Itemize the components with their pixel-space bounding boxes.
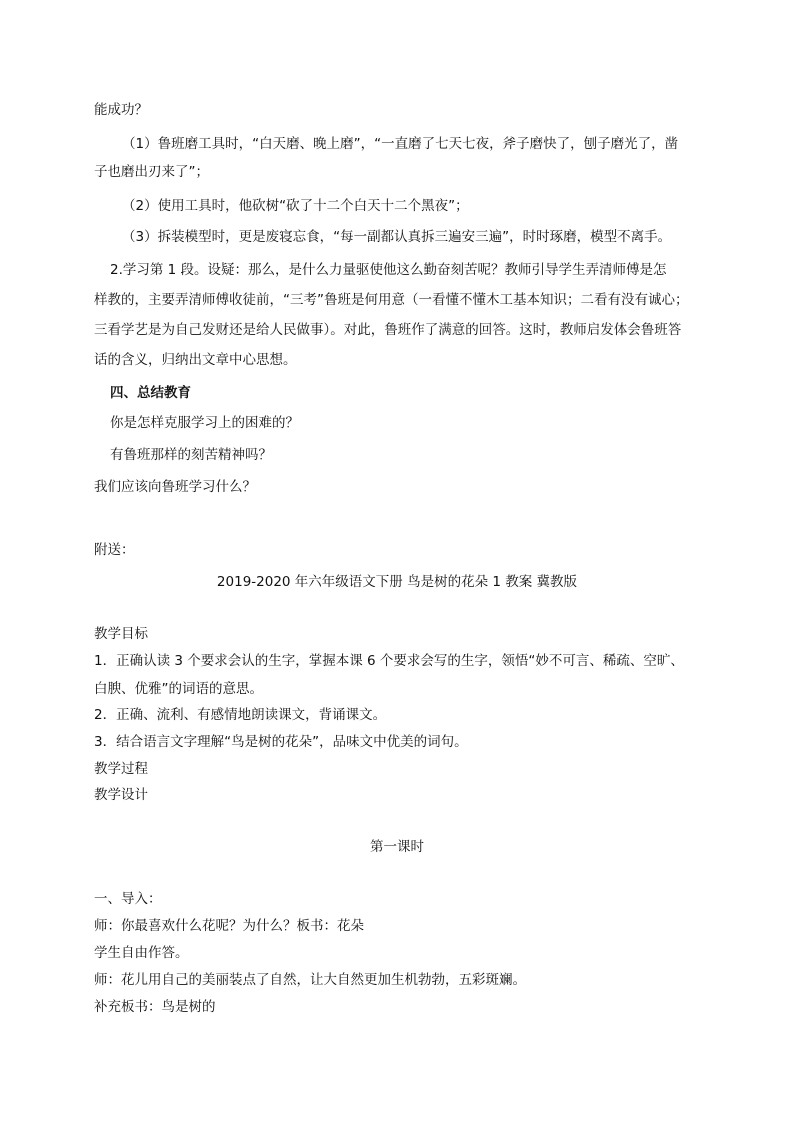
design-heading: 教学设计 xyxy=(94,787,148,803)
paragraph-line: （1）鲁班磨工具时，“白天磨、晚上磨”，“一直磨了七天七夜，斧子磨快了，刨子磨光了，凿 xyxy=(122,136,679,152)
paragraph-line: 话的含义，归纳出文章中心思想。 xyxy=(94,352,297,368)
goal-line: 1．正确认读 3 个要求会认的生字，掌握本课 6 个要求会写的生字，领悟“妙不可言、稀疏、空旷、 xyxy=(94,653,684,669)
intro-heading: 一、导入： xyxy=(94,891,162,907)
teaching-line: 师：花儿用自己的美丽装点了自然，让大自然更加生机勃勃，五彩斑斓。 xyxy=(94,972,526,988)
paragraph-line: 能成功？ xyxy=(94,102,148,118)
teaching-line: 学生自由作答。 xyxy=(94,945,189,961)
paragraph-line: 样教的，主要弄清师傅收徒前，“三考”鲁班是何用意（一看懂不懂木工基本知识；二看有没有诚心； xyxy=(94,292,689,308)
paragraph-line: 三看学艺是为自己发财还是给人民做事）。对此，鲁班作了满意的回答。这时，教师启发体会鲁班答 xyxy=(94,322,682,338)
question-line: 我们应该向鲁班学习什么？ xyxy=(94,479,256,495)
goal-line: 2．正确、流利、有感情地朗读课文，背诵课文。 xyxy=(94,707,387,723)
process-heading: 教学过程 xyxy=(94,761,148,777)
paragraph-line: （3）拆装模型时，更是废寝忘食，“每一副都认真拆三遍安三遍”，时时琢磨，模型不离手。 xyxy=(122,229,672,245)
goals-heading: 教学目标 xyxy=(94,626,148,642)
question-line: 有鲁班那样的刻苦精神吗？ xyxy=(110,447,272,463)
goal-line: 3．结合语言文字理解“鸟是树的花朵”，品味文中优美的词句。 xyxy=(94,734,468,750)
lesson-heading: 第一课时 xyxy=(370,839,424,855)
teaching-line: 补充板书：鸟是树的 xyxy=(94,999,216,1015)
appendix-label: 附送： xyxy=(94,542,135,558)
teaching-line: 师：你最喜欢什么花呢？为什么？板书：花朵 xyxy=(94,918,364,934)
paragraph-line: （2）使用工具时，他砍树“砍了十二个白天十二个黑夜”； xyxy=(122,198,469,214)
question-line: 你是怎样克服学习上的困难的？ xyxy=(110,415,299,431)
section-heading: 四、总结教育 xyxy=(110,385,191,401)
goal-line: 白腴、优雅”的词语的意思。 xyxy=(94,681,263,697)
appendix-title: 2019-2020 年六年级语文下册 鸟是树的花朵 1 教案 冀教版 xyxy=(216,574,578,590)
paragraph-line: 2.学习第 1 段。设疑：那么，是什么力量驱使他这么勤奋刻苦呢？教师引导学生弄清师傅是怎 xyxy=(110,262,667,278)
paragraph-line: 子也磨出刃来了”； xyxy=(94,164,209,180)
